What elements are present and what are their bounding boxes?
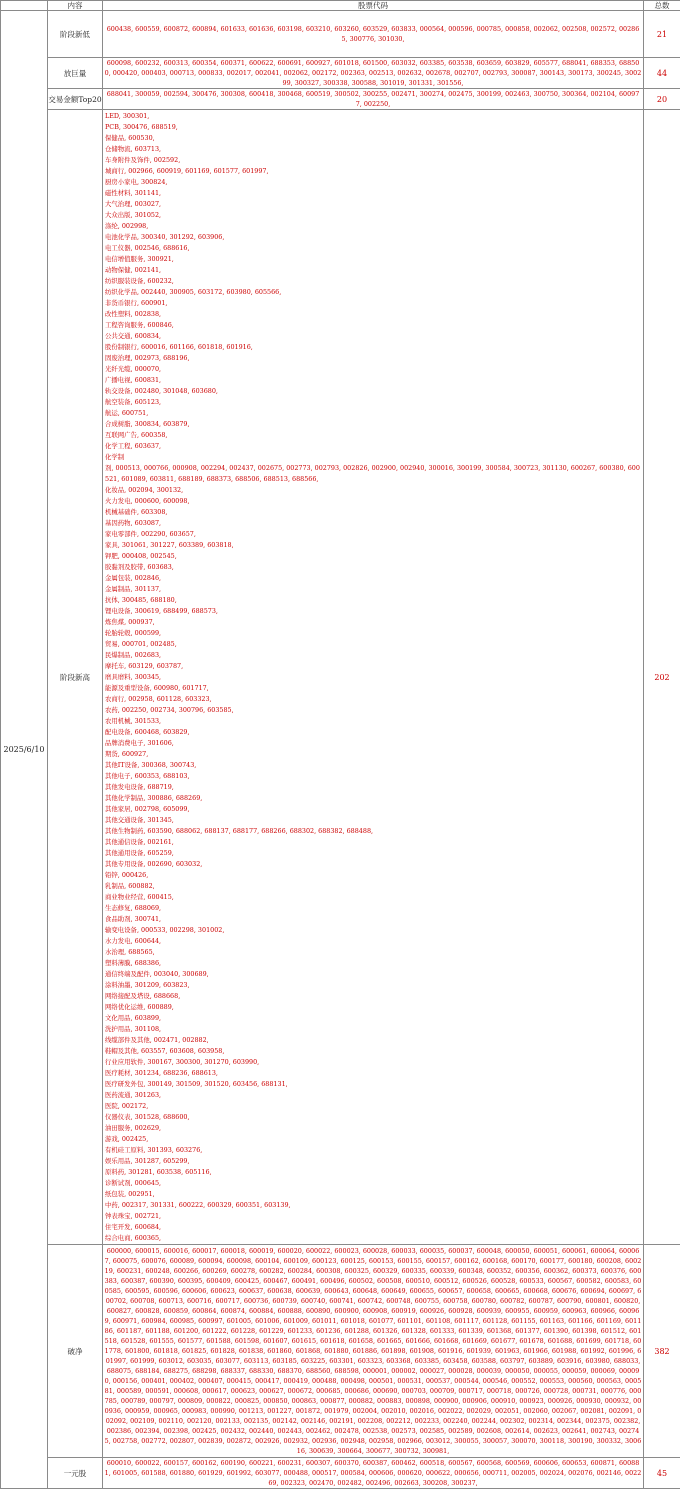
- industry-line: 抗体, 300485, 688180,: [105, 595, 642, 606]
- industry-line: 其他交通设备, 301345,: [105, 815, 642, 826]
- category-cell: 交易金额Top20: [48, 89, 103, 110]
- codes-cell: 600000, 600015, 600016, 600017, 600018, 600019, 600020, 600022, 600023, 600028, 600033, 600035, 600037, 600048, 600050, 600051, 600061, 600064, 600067, 600075, 600076, 600089, 600094, 600098, 600104, 600109, 600123, 600125, 600153, 600155, 600157, 600162, 600168, 600170, 600177, 600180, 600208, 600219, 600231, 600248, 600266, 600269, 600278, 600282, 600284, 600308, 600325, 600329, 600335, 600339, 600348, 600352, 600356, 600362, 600373, 600376, 600383, 600387, 600390, 600395, 600409, 600425, 600467, 600491, 600496, 600502, 600508, 600510, 600512, 600526, 600528, 600533, 600567, 600582, 600583, 600585, 600595, 600596, 600606, 600623, 600637, 600638, 600639, 600643, 600648, 600649, 600655, 600657, 600658, 600665, 600668, 600676, 600694, 600697, 600702, 600708, 600713, 600716, 600717, 600736, 600739, 600740, 600741, 600742, 600748, 600755, 600758, 600780, 600782, 600787, 600790, 600801, 600820, 600827, 600828, 600859, 600864, 600874, 600884, 600888, 600890, 600900, 600908, 600919, 600926, 600928, 600939, 600955, 600959, 600963, 600966, 600969, 600971, 600984, 600985, 600997, 601005, 601006, 601009, 601011, 601018, 601077, 601101, 601108, 601117, 601128, 601155, 601163, 601166, 601169, 601186, 601187, 601188, 601200, 601222, 601228, 601229, 601233, 601236, 601288, 601326, 601328, 601333, 601339, 601368, 601377, 601390, 601398, 601512, 601518, 601528, 601555, 601577, 601588, 601598, 601607, 601615, 601618, 601658, 601665, 601666, 601668, 601669, 601677, 601678, 601688, 601699, 601718, 601778, 601800, 601818, 601825, 601828, 601838, 601860, 601868, 601880, 601886, 601898, 601908, 601916, 601939, 601963, 601966, 601988, 601992, 601996, 601997, 601999, 603012, 603035, 603077, 603113, 603185, 603225, 603301, 603323, 603368, 603385, 603458, 603588, 603797, 603889, 603916, 603980, 688033, 688075, 688184, 688275, 688298, 688337, 688330, 688370, 688560, 688598, 000001, 000002, 000027, 000028, 000039, 000050, 000055, 000059, 000069, 000090, 000156, 000401, 000402, 000407, 000415, 000417, 000419, 000488, 000498, 000501, 000531, 000537, 000544, 000546, 000552, 000553, 000560, 000563, 000581, 000589, 000591, 000608, 000617, 000623, 000627, 000672, 000685, 000686, 000690, 000703, 000709, 000717, 000718, 000726, 000728, 000731, 000776, 000785, 000789, 000797, 000809, 000822, 000825, 000850, 000863, 000877, 000882, 000883, 000898, 000900, 000906, 000910, 000923, 000926, 000930, 000932, 000936, 000959, 000965, 000983, 000990, 001213, 001227, 001872, 001979, 002004, 002010, 002016, 002022, 002029, 002051, 002060, 002067, 002081, 002091, 002092, 002109, 002110, 002120, 002133, 002135, 002142, 002146, 002191, 002208, 002212, 002233, 002240, 002244, 002302, 002314, 002344, 002375, 002382, 002386, 002394, 002398, 002425, 002432, 002440, 002443, 002462, 002478, 002538, 002573, 002585, 002589, 002608, 002614, 002623, 002641, 002743, 002745, 002758, 002772, 002807, 002839, 002872, 002926, 002932, 002936, 002948, 002958, 002966, 003012, 300055, 300057, 300070, 300118, 300190, 300332, 300616, 300639, 300664, 300677, 300732, 300981,: [103, 1245, 644, 1458]
- industry-line: 油田服务, 002629,: [105, 1123, 642, 1134]
- industry-line: 住宅开发, 600684,: [105, 1222, 642, 1233]
- industry-line: 轮胎轮毂, 000599,: [105, 628, 642, 639]
- industry-line: 合成树脂, 300834, 603879,: [105, 419, 642, 430]
- category-cell: 阶段新高: [48, 110, 103, 1245]
- industry-line: 化妆品, 002094, 300132,: [105, 485, 642, 496]
- industry-line: 其他IT设备, 300368, 300743,: [105, 760, 642, 771]
- industry-line: 诊断试剂, 000645,: [105, 1178, 642, 1189]
- count-cell: 20: [644, 89, 680, 110]
- industry-line: 品牌消费电子, 301606,: [105, 738, 642, 749]
- industry-line: 娱乐用品, 301287, 605299,: [105, 1156, 642, 1167]
- industry-line: 磨具磨料, 300345,: [105, 672, 642, 683]
- industry-line: 电工仪器, 002546, 688616,: [105, 243, 642, 254]
- industry-line: 生态修复, 688069,: [105, 903, 642, 914]
- date-cell: 2025/6/10: [1, 11, 48, 1489]
- table-row: [1, 1458, 680, 1489]
- table-row: [1, 1245, 680, 1458]
- industry-line: 公共交通, 600834,: [105, 331, 642, 342]
- industry-line: 保健品, 600530,: [105, 133, 642, 144]
- industry-line: 钾肥, 000408, 002545,: [105, 551, 642, 562]
- industry-line: 锂电设备, 300619, 688499, 688573,: [105, 606, 642, 617]
- count-cell: 45: [644, 1458, 680, 1489]
- codes-header: 股票代码: [103, 1, 644, 11]
- industry-line: 轨交设备, 002480, 301048, 603680,: [105, 386, 642, 397]
- industry-line: 大气治理, 003027,: [105, 199, 642, 210]
- count-header: 总数: [644, 1, 680, 11]
- industry-line: 仓储物流, 603713,: [105, 144, 642, 155]
- industry-line: 线缆部件及其他, 002471, 002882,: [105, 1035, 642, 1046]
- industry-line: 游戏, 002425,: [105, 1134, 642, 1145]
- industry-line: 其他通信设备, 002161,: [105, 837, 642, 848]
- industry-line: 水治理, 688565,: [105, 947, 642, 958]
- industry-line: 广播电视, 600831,: [105, 375, 642, 386]
- industry-line: 其他专用设备, 002690, 603032,: [105, 859, 642, 870]
- industry-line: 有机硅工原料, 301393, 603276,: [105, 1145, 642, 1156]
- industry-line: 农用机械, 301533,: [105, 716, 642, 727]
- industry-line: 网络接配及塔设, 688668,: [105, 991, 642, 1002]
- category-cell: 放巨量: [48, 58, 103, 89]
- count-cell: 202: [644, 110, 680, 1245]
- industry-line: 其他通用设备, 605259,: [105, 848, 642, 859]
- header-row: [1, 1, 680, 11]
- industry-line: 民爆制品, 002683,: [105, 650, 642, 661]
- industry-line: 磁性材料, 301141,: [105, 188, 642, 199]
- industry-line: LED, 300301,: [105, 111, 642, 122]
- industry-line: 胶黏剂及胶带, 603683,: [105, 562, 642, 573]
- industry-line: 能源及重型设备, 600980, 601717,: [105, 683, 642, 694]
- industry-line: 其他家居, 002798, 605099,: [105, 804, 642, 815]
- table-row: [1, 58, 680, 89]
- industry-line: 航运, 600751,: [105, 408, 642, 419]
- industry-line: 家电零部件, 002290, 603657,: [105, 529, 642, 540]
- industry-line: 改性塑料, 002838,: [105, 309, 642, 320]
- industry-line: 摩托车, 603129, 603787,: [105, 661, 642, 672]
- industry-line: 电信增值服务, 300921,: [105, 254, 642, 265]
- table-row: [1, 110, 680, 1245]
- count-cell: 44: [644, 58, 680, 89]
- industry-line: 通信终端及配件, 003040, 300689,: [105, 969, 642, 980]
- industry-line: 期货, 600927,: [105, 749, 642, 760]
- industry-line: 网络优化运维, 600889,: [105, 1002, 642, 1013]
- industry-line: 纺织化学品, 002440, 300905, 603172, 603980, 605566,: [105, 287, 642, 298]
- industry-line: 农药, 002250, 002734, 300796, 603585,: [105, 705, 642, 716]
- category-cell: 破净: [48, 1245, 103, 1458]
- industry-line: 塑料薄膜, 688386,: [105, 958, 642, 969]
- industry-line: 洗护用品, 301108,: [105, 1024, 642, 1035]
- industry-line: 非货币银行, 600901,: [105, 298, 642, 309]
- industry-line: 商业物业经营, 600415,: [105, 892, 642, 903]
- industry-line: 剂, 000513, 000766, 000908, 002294, 002437, 002675, 002773, 002793, 002826, 002900, 002940, 300016, 300199, 300584, 300723, 301130, 600267, 600380, 600521, 601089, 603811, 688189, 688373, 688506, 688513, 688566,: [105, 463, 642, 485]
- industry-line: 钟表珠宝, 002721,: [105, 1211, 642, 1222]
- industry-line: 医疗研发外包, 300149, 301509, 301520, 603456, 688131,: [105, 1079, 642, 1090]
- industry-line: 水力发电, 600644,: [105, 936, 642, 947]
- industry-line: 原料药, 301281, 603538, 605116,: [105, 1167, 642, 1178]
- industry-line: 医院, 002172,: [105, 1101, 642, 1112]
- industry-line: 综合电商, 600365,: [105, 1233, 642, 1244]
- table-row: [1, 11, 680, 58]
- industry-line: 电池化学品, 300340, 301292, 603906,: [105, 232, 642, 243]
- industry-line: 固废治理, 002973, 688196,: [105, 353, 642, 364]
- industry-line: 医疗耗材, 301234, 688236, 688613,: [105, 1068, 642, 1079]
- industry-list: [105, 111, 642, 1244]
- industry-line: 行业应用软件, 300167, 300300, 301270, 603990,: [105, 1057, 642, 1068]
- industry-line: 化学制: [105, 452, 642, 463]
- industry-line: 纸包装, 002951,: [105, 1189, 642, 1200]
- industry-line: 基因药物, 603087,: [105, 518, 642, 529]
- industry-line: 光纤光缆, 000070,: [105, 364, 642, 375]
- industry-line: 金属制品, 301137,: [105, 584, 642, 595]
- category-cell: 阶段新低: [48, 11, 103, 58]
- codes-cell: [103, 110, 644, 1245]
- industry-line: 其他生物制药, 603590, 688062, 688137, 688177, 688266, 688302, 688382, 688488,: [105, 826, 642, 837]
- category-cell: 一元股: [48, 1458, 103, 1489]
- industry-line: 仪器仪表, 301528, 688600,: [105, 1112, 642, 1123]
- industry-line: 涂料油墨, 301209, 603823,: [105, 980, 642, 991]
- industry-line: 动物保健, 002141,: [105, 265, 642, 276]
- industry-line: 大众出版, 301052,: [105, 210, 642, 221]
- industry-line: 其他电子, 600353, 688103,: [105, 771, 642, 782]
- industry-line: 农商行, 002958, 601128, 603323,: [105, 694, 642, 705]
- industry-line: 厨房小家电, 300824,: [105, 177, 642, 188]
- codes-cell: 600438, 600559, 600872, 600894, 601633, 601636, 603198, 603210, 603260, 603529, 603833, 000564, 000596, 000785, 000858, 002062, 002508, 002572, 002865, 300776, 301030,: [103, 11, 644, 58]
- industry-line: 乳制品, 600882,: [105, 881, 642, 892]
- industry-line: 输变电设备, 000533, 002298, 301002,: [105, 925, 642, 936]
- industry-line: 金属包装, 002846,: [105, 573, 642, 584]
- content-header: 内容: [48, 1, 103, 11]
- codes-cell: 600010, 600022, 600157, 600162, 600190, 600221, 600231, 600307, 600370, 600387, 600462, 600518, 600567, 600568, 600569, 600606, 600653, 600871, 600881, 601005, 601588, 601880, 601929, 601992, 603077, 000488, 000517, 000584, 000606, 000620, 000622, 000656, 000711, 002005, 002024, 002076, 002146, 002269, 002323, 002470, 002482, 002496, 002663, 300208, 300237,: [103, 1458, 644, 1489]
- industry-line: 铅锌, 000426,: [105, 870, 642, 881]
- industry-line: PCB, 300476, 688519,: [105, 122, 642, 133]
- industry-line: 工程咨询服务, 600846,: [105, 320, 642, 331]
- industry-line: 医药流通, 301263,: [105, 1090, 642, 1101]
- industry-line: 其他化学制品, 300886, 688269,: [105, 793, 642, 804]
- industry-line: 家具, 301061, 301227, 603389, 603818,: [105, 540, 642, 551]
- industry-line: 中药, 002317, 301331, 600222, 600329, 600351, 603139,: [105, 1200, 642, 1211]
- count-cell: 21: [644, 11, 680, 58]
- industry-line: 贸易, 000701, 002485,: [105, 639, 642, 650]
- industry-line: 车身附件及饰件, 002592,: [105, 155, 642, 166]
- industry-line: 鞋帽及其他, 603557, 603608, 603958,: [105, 1046, 642, 1057]
- industry-line: 城商行, 002966, 600919, 601169, 601577, 601997,: [105, 166, 642, 177]
- date-header: [1, 1, 48, 11]
- industry-line: 机械基础件, 603308,: [105, 507, 642, 518]
- industry-line: 纺织服装设备, 600232,: [105, 276, 642, 287]
- industry-line: 化学工程, 603637,: [105, 441, 642, 452]
- industry-line: 食品助剂, 300741,: [105, 914, 642, 925]
- industry-line: 火力发电, 000600, 600098,: [105, 496, 642, 507]
- industry-line: 配电设备, 600468, 603829,: [105, 727, 642, 738]
- industry-line: 航空装备, 605123,: [105, 397, 642, 408]
- industry-line: 文化用品, 603899,: [105, 1013, 642, 1024]
- table-row: [1, 89, 680, 110]
- industry-line: 炼焦煤, 000937,: [105, 617, 642, 628]
- codes-cell: 600098, 600232, 600313, 600354, 600371, 600622, 600691, 600927, 601018, 601500, 603032, 603385, 603538, 603659, 603829, 605577, 688041, 688353, 688500, 000420, 000403, 000713, 000833, 002017, 002041, 002062, 002172, 002363, 002513, 002632, 002678, 002707, 002793, 300087, 300143, 300173, 300245, 300299, 300327, 300338, 300588, 301019, 301331, 301556,: [103, 58, 644, 89]
- industry-line: 涤纶, 002998,: [105, 221, 642, 232]
- codes-cell: 688041, 300059, 002594, 300476, 300308, 600418, 300468, 600519, 300502, 300255, 002471, 300274, 002475, 300199, 002463, 300750, 300364, 002104, 600977, 002250,: [103, 89, 644, 110]
- industry-line: 其他发电设备, 688719,: [105, 782, 642, 793]
- industry-line: 互联网广告, 600358,: [105, 430, 642, 441]
- industry-line: 股份制银行, 600016, 601166, 601818, 601916,: [105, 342, 642, 353]
- count-cell: 382: [644, 1245, 680, 1458]
